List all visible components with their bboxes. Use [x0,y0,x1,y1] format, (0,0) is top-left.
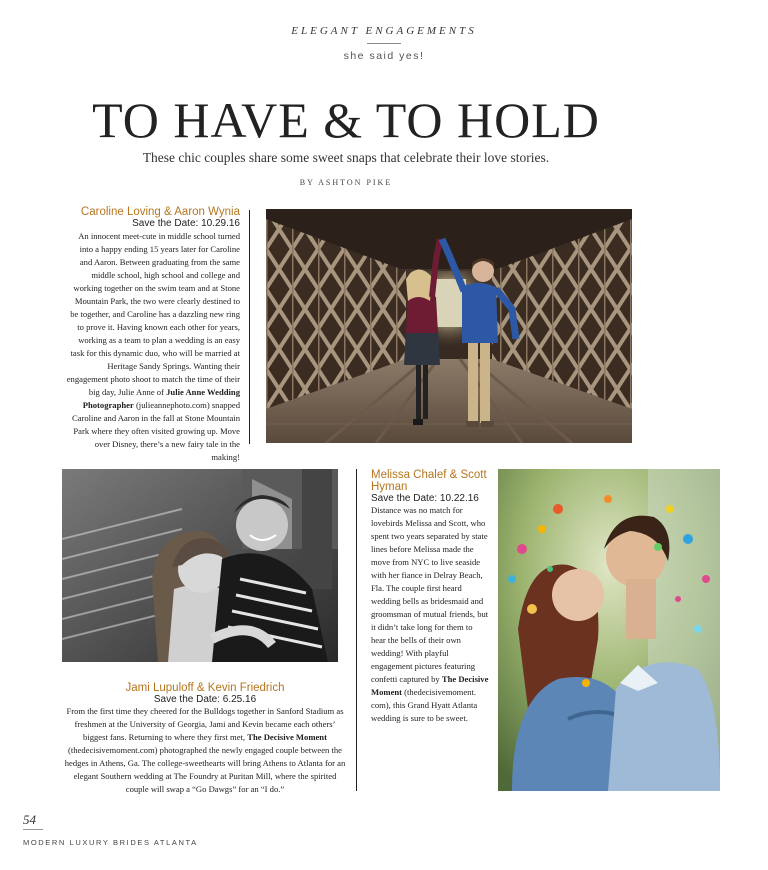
photographer-credit: The Decisive Moment [371,674,489,697]
couple-name: Caroline Loving & Aaron Wynia [80,206,240,218]
photo-covered-bridge-couple [266,209,632,443]
publication-name: MODERN LUXURY BRIDES ATLANTA [23,838,198,847]
column-divider [249,210,250,444]
story-text: (julieannephoto.com) snapped Caroline and Aaron in the fall at Stone Mountain Park where they often visited growing up. Move over Disney, there’s a new fairy tale in the making! [71,400,240,462]
article-dek: These chic couples share some sweet snaps that celebrate their love stories. [142,150,550,165]
page-number: 54 [23,812,36,827]
photographer-credit: The Decisive Moment [247,732,327,742]
story-jami-kevin [62,682,348,796]
story-text: (thedecisivemoment.com) photographed the newly engaged couple between the hedges in Athens, Ga. The college-sweethearts will bring Athens to Atlanta for an elegant Southern wedding at The Foundry at Puritan Mill, where the spirited couple will swap a “Go Dawgs” for an “I do.” [64,745,346,794]
byline: BY ASHTON PIKE [299,178,393,187]
photographer-credit: Julie Anne Wedding Photographer [82,387,240,410]
save-the-date: Save the Date: 6.25.16 [153,694,257,705]
story-caroline-aaron [66,206,240,464]
story-melissa-scott [371,469,489,725]
column-divider [356,469,357,791]
photo-confetti-kiss [498,469,720,791]
story-body [371,504,489,725]
save-the-date: Save the Date: 10.22.16 [371,493,479,504]
section-kicker: ELEGANT ENGAGEMENTS [291,25,477,37]
story-text: An innocent meet-cute in middle school turned into a happy ending 15 years later for Caroline and Aaron. Between graduating from the same middle school, high school and college and working together on the swim team and at Stone Mountain Park, the two were clearly destined to be together, and Caroline has a dazzling new ring to prove it. Having known each other for years, working as a team to plan a wedding is an easy task for this dynamic duo, who will be married at Heritage Sandy Springs. Wanting their engagement photo shoot to match the time of their big day, Julie Anne of [66,231,240,397]
save-the-date: Save the Date: 10.29.16 [132,218,240,229]
story-body [66,230,240,464]
section-subkicker: she said yes! [343,50,425,62]
story-body [62,705,348,796]
couple-name: Melissa Chalef & Scott Hyman [371,469,487,493]
footer-divider [23,829,43,830]
story-text: (thedecisivemoment. com), this Grand Hyatt Atlanta wedding is sure to be sweet. [371,687,478,723]
page-title: TO HAVE & TO HOLD [92,92,600,148]
kicker-divider [367,43,401,44]
couple-name: Jami Lupuloff & Kevin Friedrich [125,682,285,694]
story-text: Distance was no match for lovebirds Melissa and Scott, who spent two years separated by state lines before Melissa made the move from NYC to live seaside with her fiance in Delray Beach, Fla. The couple first heard wedding bells as bridesmaid and groomsman of mutual friends, but it didn’t take long for them to hear the bells of their own wedding! With playful engagement pictures featuring confetti captured by [371,505,489,684]
photo-bw-stadium-couple [62,469,338,662]
story-text: From the first time they cheered for the Bulldogs together in Sanford Stadium as freshmen at the University of Georgia, Jami and Kevin became each others’ biggest fans. Returning to where they first met, [66,706,344,742]
